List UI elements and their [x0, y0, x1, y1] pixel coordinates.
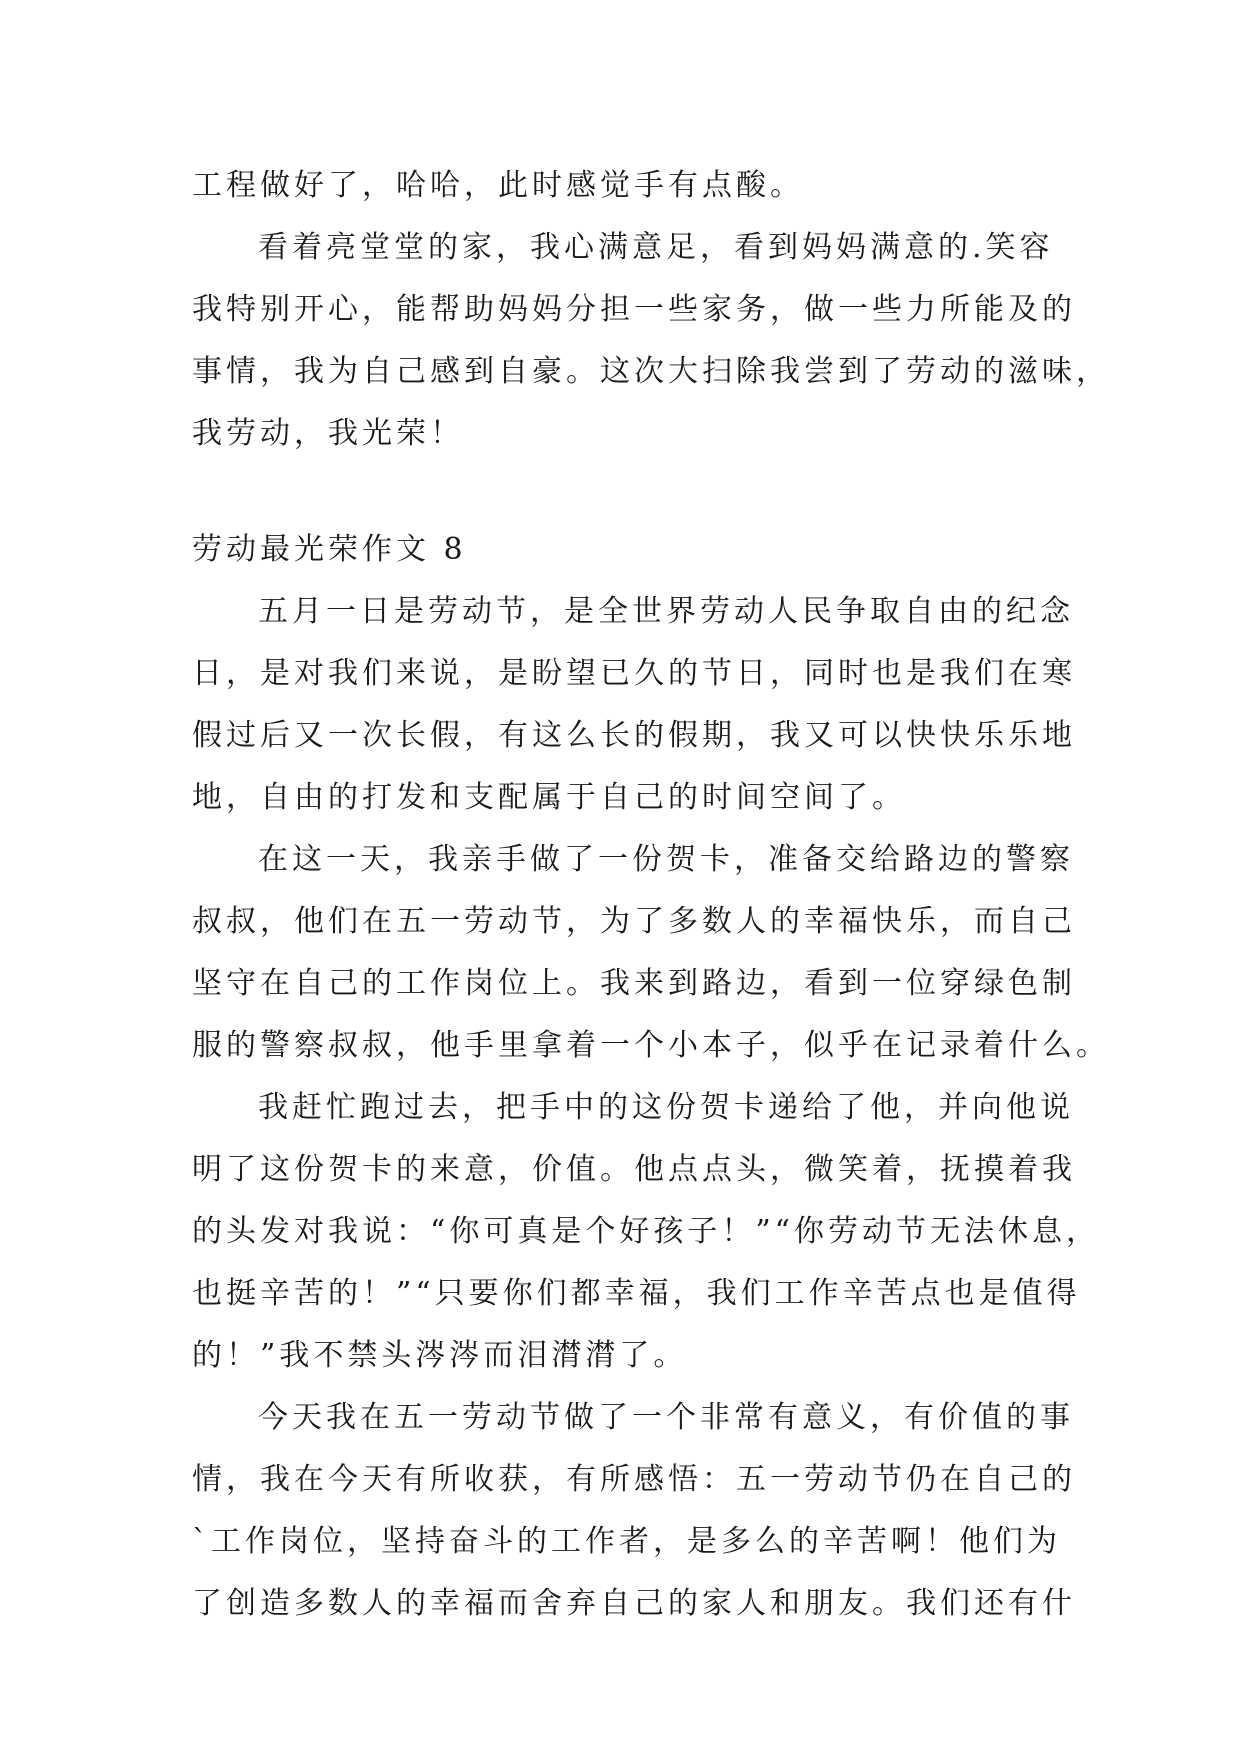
- essay-heading: 劳动最光荣作文 8: [192, 532, 467, 567]
- text-line: 事情，我为自己感到自豪。这次大扫除我尝到了劳动的滋味，: [192, 354, 1110, 389]
- text-line: `工作岗位，坚持奋斗的工作者，是多么的辛苦啊！他们为: [192, 1524, 1061, 1559]
- text-line: 日，是对我们来说，是盼望已久的节日，同时也是我们在寒: [192, 656, 1076, 691]
- text-line: 的！”我不禁头涔涔而泪潸潸了。: [192, 1338, 688, 1373]
- text-line: 坚守在自己的工作岗位上。我来到路边，看到一位穿绿色制: [192, 966, 1076, 1001]
- text-line: 情，我在今天有所收获，有所感悟：五一劳动节仍在自己的: [192, 1462, 1076, 1497]
- text-line: 了创造多数人的幸福而舍弃自己的家人和朋友。我们还有什: [192, 1586, 1076, 1621]
- text-line: 明了这份贺卡的来意，价值。他点点头，微笑着，抚摸着我: [192, 1152, 1076, 1187]
- text-line: 的头发对我说：“你可真是个好孩子！”“你劳动节无法休息，: [192, 1214, 1101, 1249]
- text-line: 看着亮堂堂的家，我心满意足，看到妈妈满意的.笑容: [258, 230, 1054, 265]
- text-line: 地，自由的打发和支配属于自己的时间空间了。: [192, 780, 906, 815]
- paragraph: [192, 581, 1076, 829]
- text-line: 在这一天，我亲手做了一份贺卡，准备交给路边的警察: [258, 842, 1074, 877]
- text-line: 工程做好了，哈哈，此时感觉手有点酸。: [192, 168, 804, 203]
- text-line: 叔叔，他们在五一劳动节，为了多数人的幸福快乐，而自己: [192, 904, 1076, 939]
- paragraph: [192, 217, 1110, 465]
- text-line: 我赶忙跑过去，把手中的这份贺卡递给了他，并向他说: [258, 1090, 1074, 1125]
- document-body: [192, 155, 1110, 1635]
- text-line: 也挺辛苦的！”“只要你们都幸福，我们工作辛苦点也是值得: [192, 1276, 1081, 1311]
- text-line: 今天我在五一劳动节做了一个非常有意义，有价值的事: [258, 1400, 1074, 1435]
- paragraph-continued: [192, 155, 1052, 217]
- text-line: 五月一日是劳动节，是全世界劳动人民争取自由的纪念: [258, 594, 1074, 629]
- text-line: 服的警察叔叔，他手里拿着一个小本子，似乎在记录着什么。: [192, 1028, 1110, 1063]
- text-line: 我劳动，我光荣！: [192, 416, 464, 451]
- text-line: 我特别开心，能帮助妈妈分担一些家务，做一些力所能及的: [192, 292, 1076, 327]
- text-line: 假过后又一次长假，有这么长的假期，我又可以快快乐乐地: [192, 718, 1076, 753]
- paragraph: [192, 1387, 1076, 1635]
- paragraph: [192, 829, 1110, 1077]
- paragraph: [192, 1077, 1101, 1387]
